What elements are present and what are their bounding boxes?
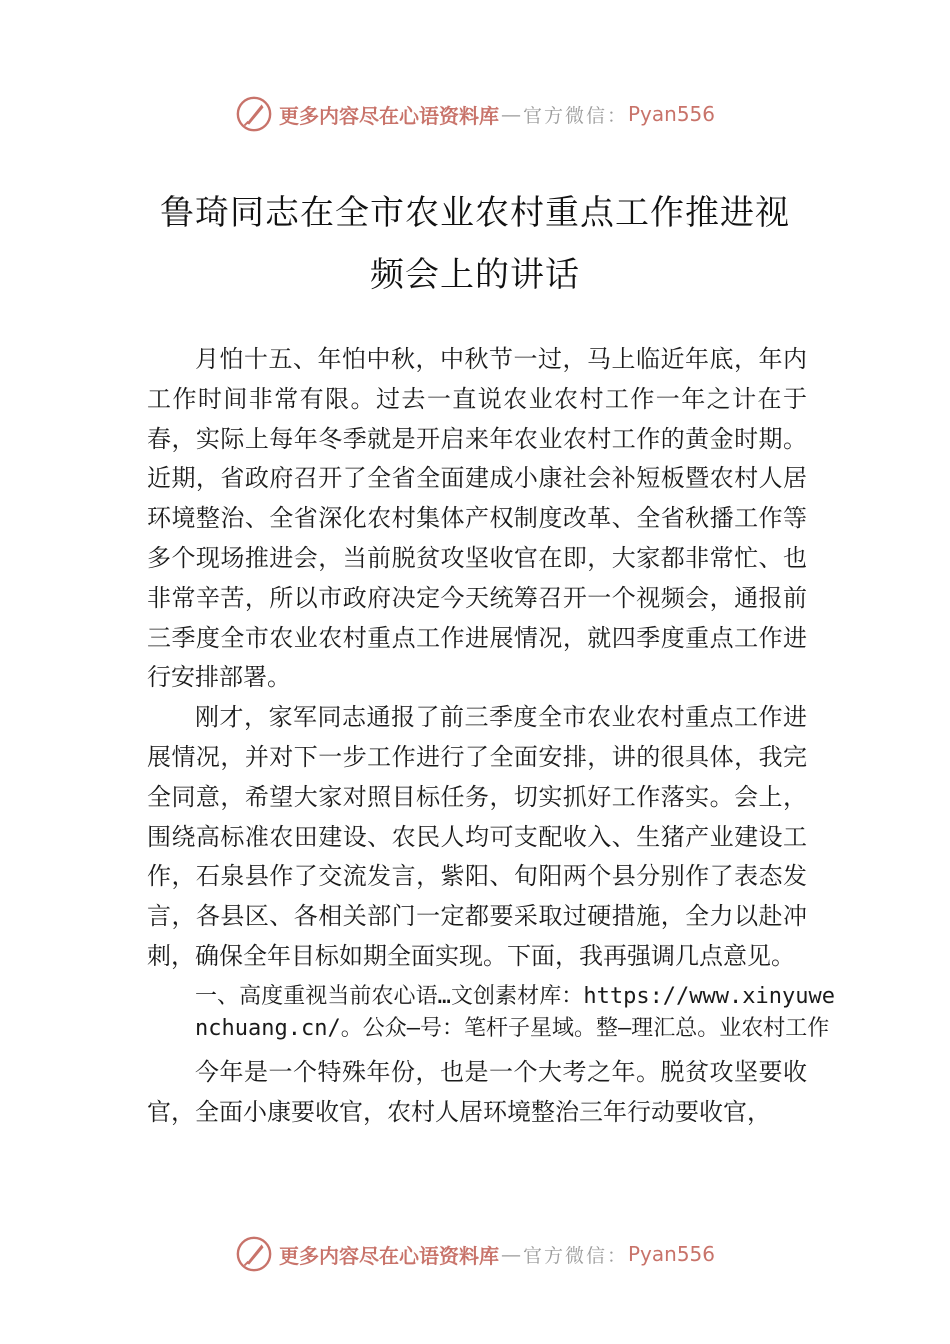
quill-logo-icon <box>235 1235 273 1273</box>
title-line-1: 鲁琦同志在全市农业农村重点工作推进视 <box>160 193 790 233</box>
footer-wechat-id: Pyan556 <box>628 1242 716 1266</box>
footer-banner <box>0 1232 950 1276</box>
header-banner <box>0 92 950 136</box>
banner-official-label: 官方微信： <box>522 104 628 127</box>
footer-separator: — <box>500 1242 521 1266</box>
section-heading: 一、高度重视当前农心语…文创素材库：https://www.xinyuwenchuang.cn/。公众—号：笔杆子星域。整—理汇总。业农村工作 <box>195 983 835 1041</box>
paragraph-1: 月怕十五、年怕中秋，中秋节一过，马上临近年底，年内工作时间非常有限。过去一直说农业农村工作一年之计在于春，实际上每年冬季就是开启来年农业农村工作的黄金时期。近期，省政府召开了全省全面建成小康社会补短板暨农村人居环境整治、全省深化农村集体产权制度改革、全省秋播工作等多个现场推进会，当前脱贫攻坚收官在即，大家都非常忙、也非常辛苦，所以市政府决定今天统筹召开一个视频会，通报前三季度全市农业农村重点工作进展情况，就四季度重点工作进行安排部署。 <box>147 345 807 692</box>
document-body <box>147 340 835 1132</box>
title-line-2: 频会上的讲话 <box>370 255 580 295</box>
banner-brand: 更多内容尽在心语资料库 <box>278 103 499 128</box>
paragraph-3: 今年是一个特殊年份，也是一个大考之年。脱贫攻坚要收官，全面小康要收官，农村人居环境整治三年行动要收官， <box>147 1057 807 1126</box>
footer-official-label: 官方微信： <box>522 1244 628 1267</box>
banner-separator: — <box>500 102 521 126</box>
banner-wechat-id: Pyan556 <box>628 102 716 126</box>
paragraph-2: 刚才，家军同志通报了前三季度全市农业农村重点工作进展情况，并对下一步工作进行了全面安排，讲的很具体，我完全同意，希望大家对照目标任务，切实抓好工作落实。会上，围绕高标准农田建设、农民人均可支配收入、生猪产业建设工作，石泉县作了交流发言，紫阳、旬阳两个县分别作了表态发言，各县区、各相关部门一定都要采取过硬措施，全力以赴冲刺，确保全年目标如期全面实现。下面，我再强调几点意见。 <box>147 703 807 970</box>
quill-logo-icon <box>235 95 273 133</box>
page-title <box>0 182 950 306</box>
footer-brand: 更多内容尽在心语资料库 <box>278 1243 499 1268</box>
